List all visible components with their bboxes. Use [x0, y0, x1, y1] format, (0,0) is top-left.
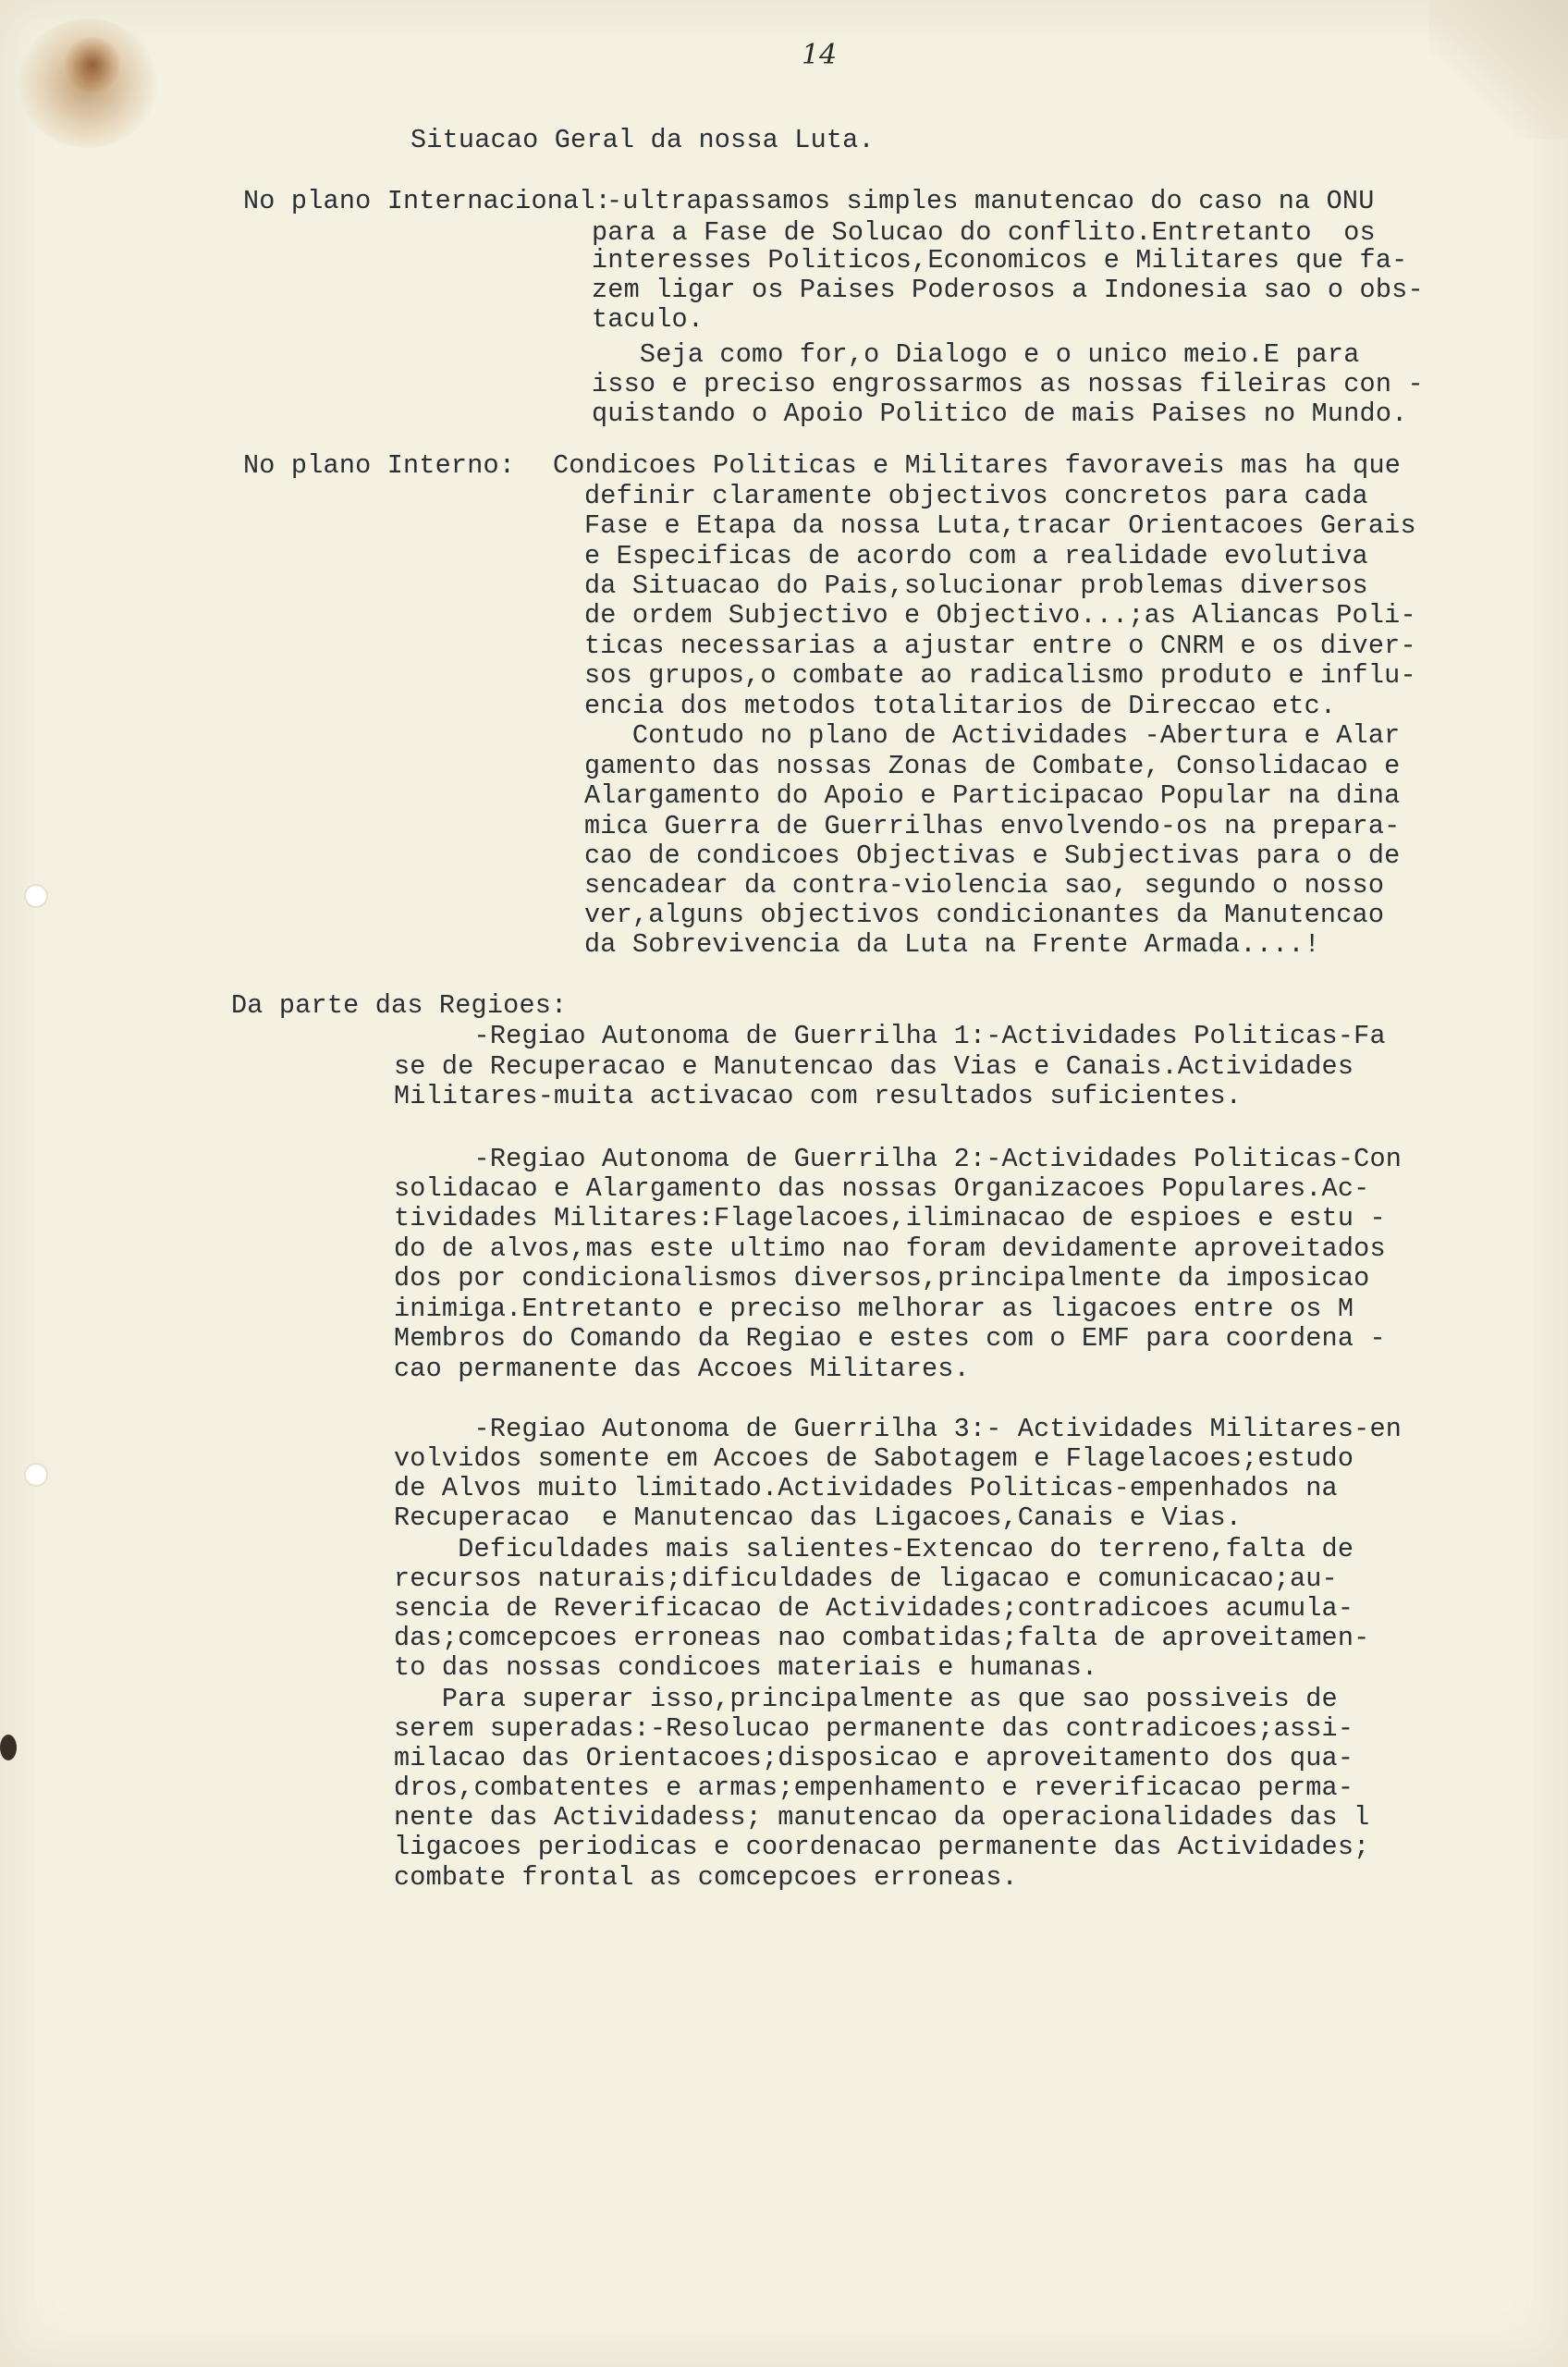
text-line: encia dos metodos totalitarios de Direccao etc.	[584, 691, 1337, 721]
internal-label: No plano Interno:	[243, 450, 516, 481]
text-line: da Sobrevivencia da Luta na Frente Armada....!	[584, 929, 1320, 960]
text-line: solidacao e Alargamento das nossas Organizacoes Populares.Ac-	[394, 1173, 1370, 1204]
text-line: dos por condicionalismos diversos,principalmente da imposicao	[394, 1263, 1370, 1294]
text-line: -ultrapassamos simples manutencao do caso na ONU	[606, 186, 1375, 216]
text-line: Contudo no plano de Actividades -Abertura e Alar	[584, 720, 1401, 751]
text-line: nente das Actividadess; manutencao da operacionalidades das l	[394, 1802, 1370, 1833]
text-line: sos grupos,o combate ao radicalismo produto e influ-	[584, 660, 1416, 691]
page-corner-fold	[1429, 0, 1568, 139]
punch-hole	[26, 886, 46, 906]
text-line: tividades Militares:Flagelacoes,iliminacao de espioes e estu -	[394, 1203, 1386, 1233]
text-line: Recuperacao e Manutencao das Ligacoes,Canais e Vias.	[394, 1502, 1243, 1533]
text-line: interesses Politicos,Economicos e Militares que fa-	[592, 245, 1408, 276]
international-label: No plano Internacional:	[243, 186, 611, 216]
text-line: taculo.	[592, 304, 704, 335]
text-line: Membros do Comando da Regiao e estes com o EMF para coordena -	[394, 1323, 1386, 1354]
text-line: ticas necessarias a ajustar entre o CNRM e os diver-	[584, 631, 1416, 661]
text-line: das;comcepcoes erroneas nao combatidas;falta de aproveitamen-	[394, 1623, 1370, 1653]
text-line: combate frontal as comcepcoes erroneas.	[394, 1862, 1018, 1893]
text-line: Condicoes Politicas e Militares favoraveis mas ha que	[553, 450, 1402, 481]
text-line: para a Fase de Solucao do conflito.Entretanto os	[592, 217, 1376, 248]
text-line: Fase e Etapa da nossa Luta,tracar Orientacoes Gerais	[584, 510, 1416, 541]
text-line: sencia de Reverificacao de Actividades;contradicoes acumula-	[394, 1593, 1354, 1624]
text-line: de Alvos muito limitado.Actividades Politicas-empenhados na	[394, 1473, 1338, 1503]
regions-heading: Da parte das Regioes:	[231, 990, 568, 1021]
ink-blot	[0, 1735, 17, 1760]
rust-stain-core	[65, 37, 120, 92]
text-line: serem superadas:-Resolucao permanente das contradicoes;assi-	[394, 1713, 1354, 1744]
text-line: ligacoes periodicas e coordenacao permanente das Actividades;	[394, 1832, 1370, 1862]
document-title: Situacao Geral da nossa Luta.	[410, 125, 875, 155]
text-line: quistando o Apoio Politico de mais Paises no Mundo.	[592, 399, 1408, 429]
text-line: sencadear da contra-violencia sao, segundo o nosso	[584, 870, 1385, 901]
text-line: inimiga.Entretanto e preciso melhorar as ligacoes entre os M	[394, 1294, 1354, 1324]
text-line: se de Recuperacao e Manutencao das Vias e Canais.Actividades	[394, 1051, 1354, 1082]
text-line: cao de condicoes Objectivas e Subjectivas para o de	[584, 840, 1401, 871]
punch-hole	[26, 1465, 46, 1485]
text-line: Para superar isso,principalmente as que sao possiveis de	[394, 1684, 1338, 1714]
text-line: Seja como for,o Dialogo e o unico meio.E para	[592, 339, 1360, 370]
text-line: zem ligar os Paises Poderosos a Indonesia sao o obs-	[592, 275, 1424, 305]
text-line: da Situacao do Pais,solucionar problemas diversos	[584, 570, 1368, 601]
text-line: volvidos somente em Accoes de Sabotagem e Flagelacoes;estudo	[394, 1443, 1354, 1474]
text-line: do de alvos,mas este ultimo nao foram devidamente aproveitados	[394, 1233, 1386, 1264]
text-line: -Regiao Autonoma de Guerrilha 3:- Actividades Militares-en	[394, 1414, 1403, 1444]
text-line: to das nossas condicoes materiais e humanas.	[394, 1652, 1098, 1683]
text-line: milacao das Orientacoes;disposicao e aproveitamento dos qua-	[394, 1743, 1354, 1773]
text-line: Deficuldades mais salientes-Extencao do terreno,falta de	[394, 1534, 1354, 1564]
text-line: Alargamento do Apoio e Participacao Popular na dina	[584, 780, 1401, 811]
text-line: cao permanente das Accoes Militares.	[394, 1354, 970, 1384]
text-line: e Especificas de acordo com a realidade evolutiva	[584, 541, 1368, 571]
text-line: -Regiao Autonoma de Guerrilha 2:-Actividades Politicas-Con	[394, 1144, 1403, 1174]
text-line: de ordem Subjectivo e Objectivo...;as Aliancas Poli-	[584, 600, 1416, 631]
text-line: ver,alguns objectivos condicionantes da Manutencao	[584, 900, 1385, 930]
text-line: recursos naturais;dificuldades de ligacao e comunicacao;au-	[394, 1564, 1338, 1594]
text-line: definir claramente objectivos concretos para cada	[584, 481, 1368, 511]
text-line: -Regiao Autonoma de Guerrilha 1:-Actividades Politicas-Fa	[394, 1021, 1386, 1051]
text-line: dros,combatentes e armas;empenhamento e reverificacao perma-	[394, 1772, 1354, 1803]
text-line: isso e preciso engrossarmos as nossas fileiras con -	[592, 369, 1424, 399]
text-line: gamento das nossas Zonas de Combate, Consolidacao e	[584, 751, 1401, 781]
page-number: 14	[802, 39, 838, 71]
text-line: mica Guerra de Guerrilhas envolvendo-os na prepara-	[584, 811, 1401, 841]
text-line: Militares-muita activacao com resultados suficientes.	[394, 1081, 1243, 1111]
